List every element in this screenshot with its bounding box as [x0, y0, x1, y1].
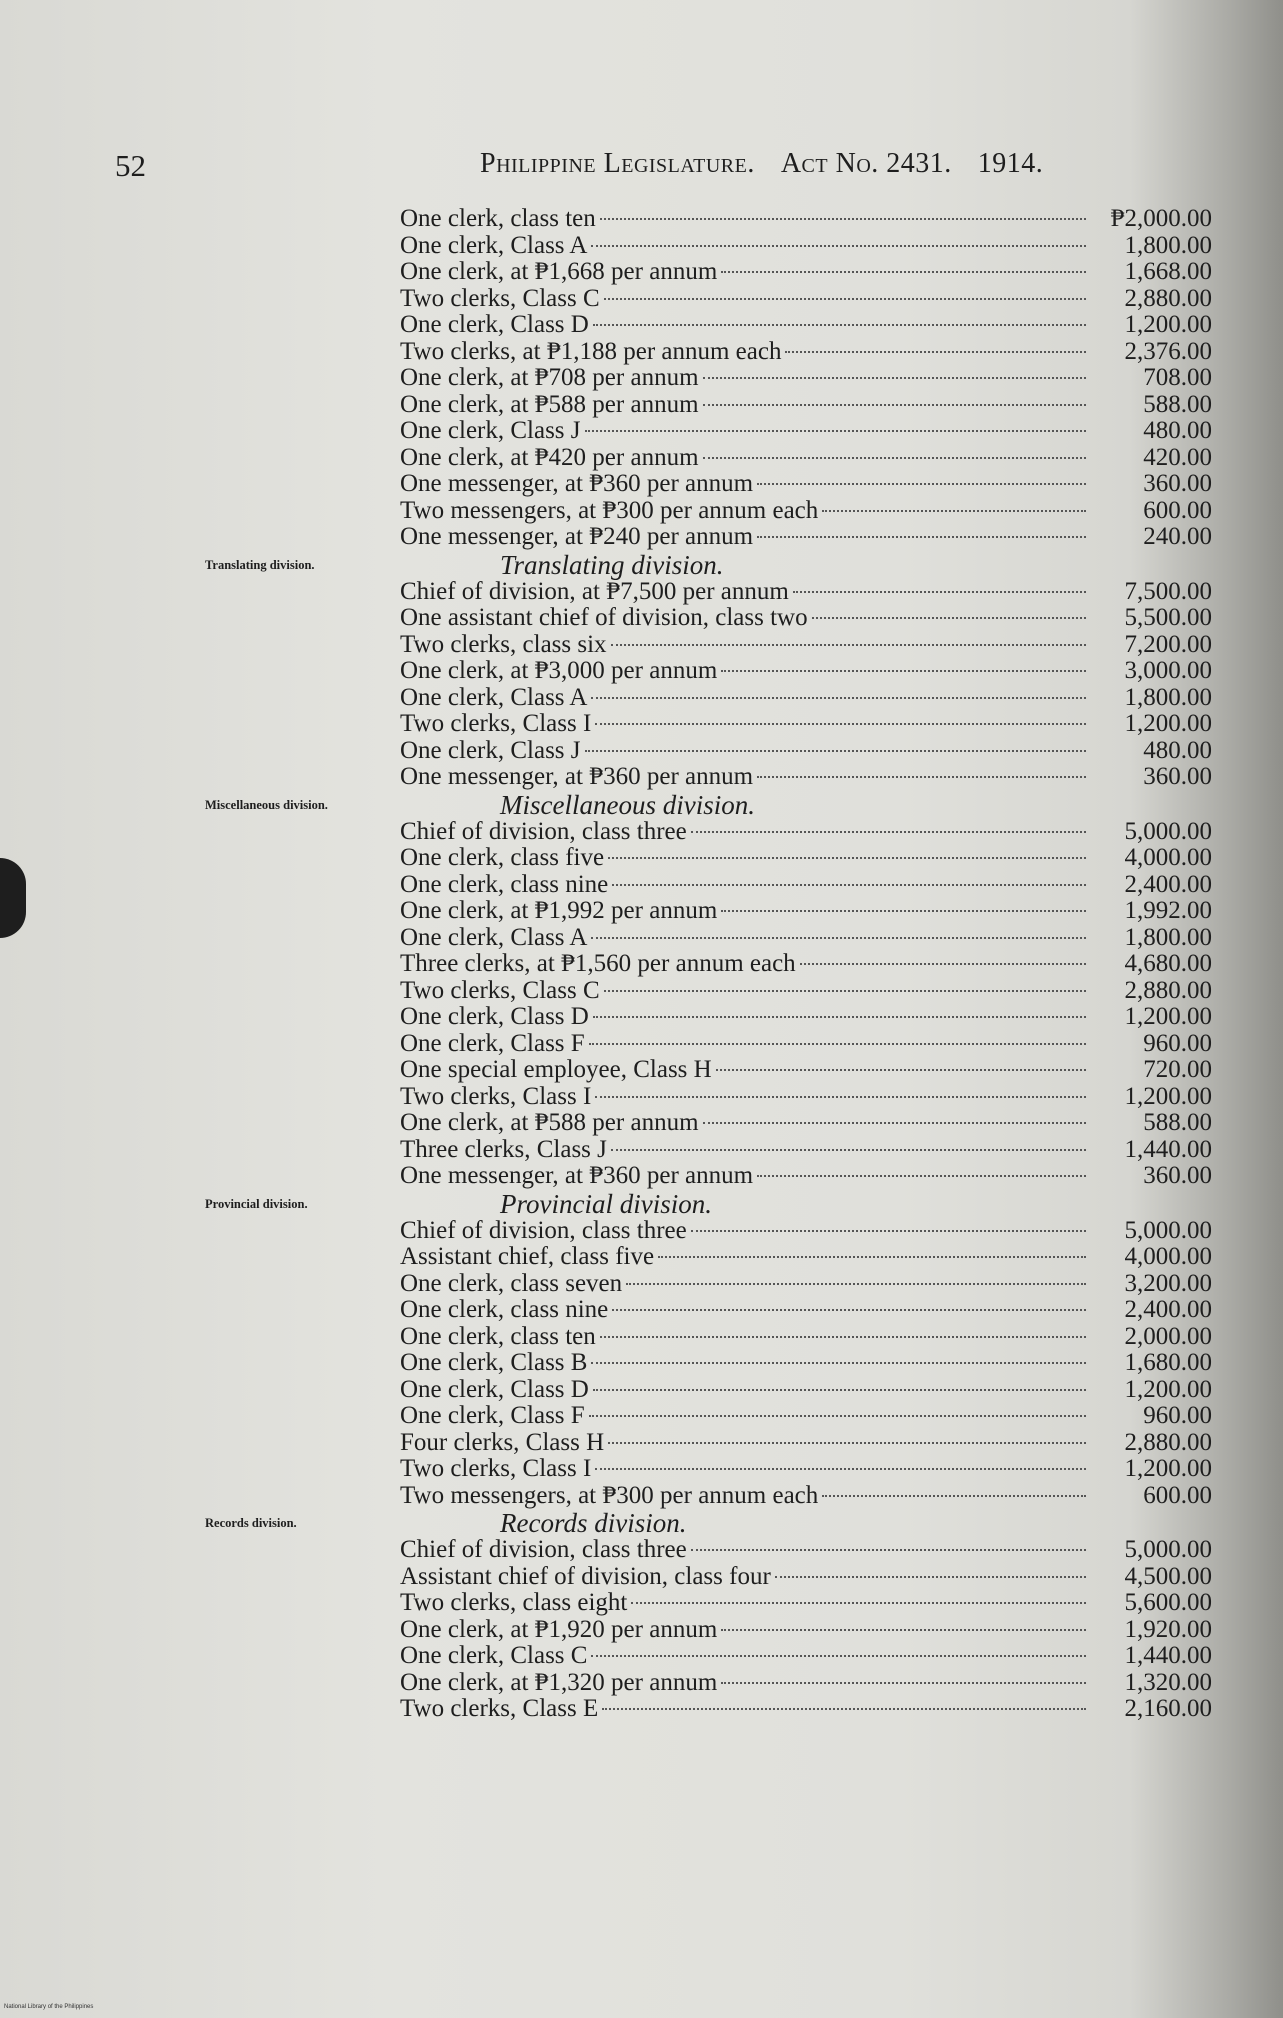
dot-leader — [591, 697, 1086, 699]
line-item — [400, 445, 1212, 472]
line-item-amount: 360.00 — [1143, 763, 1212, 790]
dot-leader — [595, 723, 1086, 725]
line-item-amount: 1,680.00 — [1124, 1349, 1212, 1376]
line-item-amount: 3,000.00 — [1124, 657, 1212, 684]
line-item-label: Assistant chief of division, class four — [400, 1562, 771, 1590]
line-item-amount: 1,800.00 — [1124, 231, 1212, 259]
line-item-amount: 720.00 — [1143, 1056, 1212, 1083]
dot-leader — [812, 617, 1086, 619]
line-item — [400, 1297, 1212, 1324]
line-item — [400, 925, 1212, 952]
line-item-label: One clerk, Class J — [400, 417, 581, 444]
line-item — [400, 1456, 1212, 1483]
line-item-amount: 4,000.00 — [1124, 1243, 1212, 1270]
line-item-amount: 708.00 — [1143, 364, 1212, 391]
line-item-amount: 600.00 — [1143, 496, 1212, 524]
line-item-label: Assistant chief, class five — [400, 1243, 655, 1270]
line-item-label: One clerk, Class J — [400, 736, 581, 764]
dot-leader — [785, 351, 1086, 353]
line-item-amount: 1,440.00 — [1124, 1135, 1212, 1163]
line-item-label: Two clerks, at ₱1,188 per annum each — [400, 337, 782, 365]
line-item-label: Three clerks, Class J — [400, 1135, 607, 1163]
line-item-amount: 480.00 — [1143, 736, 1212, 764]
dot-leader — [604, 990, 1086, 992]
dot-leader — [589, 1415, 1086, 1417]
line-item-amount: 2,880.00 — [1124, 284, 1212, 312]
dot-leader — [703, 1122, 1086, 1124]
dot-leader — [757, 776, 1086, 778]
line-item-label: Chief of division, class three — [400, 1536, 687, 1563]
division-section — [205, 549, 1212, 791]
dot-leader — [691, 831, 1086, 833]
line-item-label: One messenger, at ₱360 per annum — [400, 763, 754, 790]
line-item-label: Two clerks, Class C — [400, 976, 600, 1004]
line-item — [400, 1084, 1212, 1111]
line-item-amount: 1,668.00 — [1124, 258, 1212, 285]
dot-leader — [721, 271, 1086, 273]
line-item-amount: 3,200.00 — [1124, 1269, 1212, 1297]
line-item-amount: 588.00 — [1143, 1109, 1212, 1136]
division-heading — [205, 549, 1212, 580]
dot-leader — [608, 1442, 1086, 1444]
line-item-label: One clerk, Class D — [400, 1375, 589, 1403]
line-item-amount: 4,680.00 — [1124, 950, 1212, 977]
line-item-amount: 960.00 — [1143, 1402, 1212, 1429]
line-item-label: One messenger, at ₱360 per annum — [400, 1162, 754, 1189]
division-title: Provincial division. — [500, 1188, 712, 1219]
dot-leader — [631, 1602, 1086, 1604]
line-item-amount: 1,200.00 — [1124, 1003, 1212, 1030]
dot-leader — [591, 1655, 1086, 1657]
line-item — [400, 738, 1212, 765]
line-item-amount: 2,376.00 — [1124, 337, 1212, 365]
dot-leader — [595, 1096, 1086, 1098]
margin-note: Provincial division. — [205, 1196, 308, 1211]
line-item — [400, 1483, 1212, 1510]
line-item — [400, 498, 1212, 525]
line-item-amount: 5,600.00 — [1124, 1589, 1212, 1616]
line-item — [400, 1031, 1212, 1058]
line-item-amount: 1,800.00 — [1124, 683, 1212, 711]
dot-leader — [591, 937, 1086, 939]
line-item-label: Two clerks, Class I — [400, 710, 592, 737]
line-item-label: One clerk, class ten — [400, 1322, 596, 1350]
line-item-amount: 240.00 — [1143, 523, 1212, 550]
dot-leader — [822, 510, 1086, 512]
line-item — [400, 233, 1212, 260]
scan-credit: National Library of the Philippines — [4, 2004, 94, 2010]
dot-leader — [775, 1576, 1086, 1578]
line-item-amount: 1,440.00 — [1124, 1642, 1212, 1669]
line-item-label: One clerk, Class A — [400, 683, 588, 711]
line-item-label: Chief of division, at ₱7,500 per annum — [400, 577, 789, 605]
dot-leader — [703, 404, 1086, 406]
dot-leader — [595, 1468, 1086, 1470]
line-item-label: Two clerks, class six — [400, 630, 607, 658]
dot-leader — [703, 457, 1086, 459]
line-item-label: One clerk, Class A — [400, 231, 588, 259]
line-item-amount: 1,200.00 — [1124, 311, 1212, 338]
dot-leader — [757, 536, 1086, 538]
line-item-amount: ₱2,000.00 — [1110, 205, 1212, 232]
line-item-label: One messenger, at ₱360 per annum — [400, 470, 754, 497]
division-title: Translating division. — [500, 549, 724, 580]
line-item-label: One clerk, at ₱1,320 per annum — [400, 1668, 718, 1696]
appropriation-list — [205, 205, 1212, 1723]
line-item-amount: 7,500.00 — [1124, 577, 1212, 605]
margin-note: Translating division. — [205, 557, 315, 572]
division-title: Miscellaneous division. — [500, 789, 755, 820]
division-heading — [205, 1188, 1212, 1219]
line-item — [400, 286, 1212, 313]
dot-leader — [608, 857, 1086, 859]
line-item-label: Two clerks, Class C — [400, 284, 600, 312]
line-item-amount: 7,200.00 — [1124, 630, 1212, 658]
line-item-label: One clerk, Class C — [400, 1642, 588, 1669]
line-item-label: Two clerks, Class I — [400, 1082, 592, 1110]
dot-leader — [716, 1069, 1086, 1071]
line-item-label: One clerk, at ₱1,992 per annum — [400, 897, 718, 924]
dot-leader — [793, 591, 1086, 593]
line-item-label: One clerk, at ₱420 per annum — [400, 443, 699, 471]
line-item — [400, 1430, 1212, 1457]
line-item-label: Two messengers, at ₱300 per annum each — [400, 1481, 819, 1509]
line-item-amount: 1,200.00 — [1124, 1455, 1212, 1482]
line-item-amount: 2,880.00 — [1124, 976, 1212, 1004]
line-item-label: One messenger, at ₱240 per annum — [400, 523, 754, 550]
line-item — [400, 1696, 1212, 1723]
line-item-label: One clerk, at ₱588 per annum — [400, 390, 699, 418]
dot-leader — [612, 884, 1086, 886]
division-section — [205, 789, 1212, 1190]
dot-leader — [703, 377, 1086, 379]
dot-leader — [721, 1629, 1086, 1631]
line-item — [400, 418, 1212, 445]
line-item-label: One clerk, Class F — [400, 1029, 585, 1057]
line-item-label: One clerk, at ₱708 per annum — [400, 364, 699, 391]
dot-leader — [593, 324, 1086, 326]
division-section — [205, 1508, 1212, 1723]
line-item-label: One clerk, class ten — [400, 205, 596, 232]
dot-leader — [593, 1016, 1086, 1018]
dot-leader — [721, 910, 1086, 912]
line-item — [400, 605, 1212, 632]
line-item-label: Chief of division, class three — [400, 1216, 687, 1244]
line-item-amount: 480.00 — [1143, 417, 1212, 444]
line-item-amount: 420.00 — [1143, 443, 1212, 471]
line-item — [400, 1350, 1212, 1377]
division-section — [400, 206, 1212, 551]
dot-leader — [626, 1283, 1086, 1285]
dot-leader — [822, 1495, 1086, 1497]
line-item — [400, 1537, 1212, 1564]
line-item-amount: 5,000.00 — [1124, 817, 1212, 845]
line-item — [400, 339, 1212, 366]
division-heading — [205, 1508, 1212, 1538]
line-item-amount: 5,000.00 — [1124, 1216, 1212, 1244]
line-item — [400, 259, 1212, 286]
line-item-label: Four clerks, Class H — [400, 1428, 605, 1456]
header-act-number: Act No. 2431. — [780, 148, 952, 179]
line-item-label: One clerk, Class D — [400, 1003, 589, 1030]
line-item-label: Two clerks, Class I — [400, 1455, 592, 1482]
line-item — [400, 471, 1212, 498]
dot-leader — [757, 1175, 1086, 1177]
dot-leader — [611, 1149, 1086, 1151]
line-item — [400, 392, 1212, 419]
line-item-amount: 360.00 — [1143, 1162, 1212, 1189]
line-item-amount: 4,500.00 — [1124, 1562, 1212, 1590]
line-item-label: One clerk, at ₱3,000 per annum — [400, 657, 718, 684]
line-item-label: One clerk, class nine — [400, 1296, 609, 1323]
dot-leader — [612, 1309, 1086, 1311]
line-item — [400, 365, 1212, 392]
line-item — [400, 1377, 1212, 1404]
line-item — [400, 1670, 1212, 1697]
line-item-label: Two clerks, Class E — [400, 1695, 599, 1722]
running-header — [480, 148, 1043, 180]
dot-leader — [604, 298, 1086, 300]
line-item-label: One assistant chief of division, class two — [400, 604, 808, 631]
division-heading — [205, 789, 1212, 820]
line-item — [400, 1643, 1212, 1670]
dot-leader — [757, 483, 1086, 485]
line-item-amount: 5,500.00 — [1124, 604, 1212, 631]
line-item — [400, 1590, 1212, 1617]
page-number: 52 — [115, 148, 146, 183]
line-item-label: Two messengers, at ₱300 per annum each — [400, 496, 819, 524]
division-title: Records division. — [500, 1508, 687, 1538]
dot-leader — [585, 750, 1086, 752]
line-item — [400, 845, 1212, 872]
dot-leader — [602, 1708, 1086, 1710]
line-item-amount: 2,000.00 — [1124, 1322, 1212, 1350]
dot-leader — [611, 644, 1086, 646]
line-item-amount: 2,880.00 — [1124, 1428, 1212, 1456]
line-item-amount: 1,320.00 — [1124, 1668, 1212, 1696]
dot-leader — [591, 245, 1086, 247]
line-item — [400, 1617, 1212, 1644]
line-item-amount: 2,400.00 — [1124, 870, 1212, 898]
dot-leader — [591, 1362, 1086, 1364]
line-item — [400, 1244, 1212, 1271]
line-item — [400, 898, 1212, 925]
line-item-label: One clerk, class nine — [400, 870, 609, 898]
line-item — [400, 711, 1212, 738]
line-item — [400, 579, 1212, 606]
line-item-label: One clerk, at ₱1,668 per annum — [400, 258, 718, 285]
line-item — [400, 819, 1212, 846]
dot-leader — [721, 1682, 1086, 1684]
thumb-shadow — [0, 858, 26, 938]
line-item — [400, 658, 1212, 685]
line-item — [400, 951, 1212, 978]
line-item-amount: 588.00 — [1143, 390, 1212, 418]
line-item-amount: 1,200.00 — [1124, 1082, 1212, 1110]
line-item-amount: 2,400.00 — [1124, 1296, 1212, 1323]
line-item — [400, 524, 1212, 551]
line-item-label: Three clerks, at ₱1,560 per annum each — [400, 950, 796, 977]
line-item — [400, 1218, 1212, 1245]
line-item-amount: 360.00 — [1143, 470, 1212, 497]
dot-leader — [721, 670, 1086, 672]
line-item-amount: 600.00 — [1143, 1481, 1212, 1509]
line-item — [400, 764, 1212, 791]
line-item-amount: 5,000.00 — [1124, 1536, 1212, 1563]
line-item-label: One clerk, Class F — [400, 1402, 585, 1429]
dot-leader — [600, 218, 1086, 220]
line-item — [400, 685, 1212, 712]
line-item — [400, 1137, 1212, 1164]
line-item-label: One clerk, Class B — [400, 1349, 588, 1376]
line-item — [400, 1403, 1212, 1430]
line-item-amount: 1,200.00 — [1124, 1375, 1212, 1403]
line-item — [400, 1564, 1212, 1591]
line-item-label: One clerk, at ₱588 per annum — [400, 1109, 699, 1136]
line-item-label: One clerk, class five — [400, 844, 605, 871]
header-year: 1914. — [977, 148, 1044, 179]
line-item — [400, 1271, 1212, 1298]
line-item-label: One clerk, Class D — [400, 311, 589, 338]
margin-note: Records division. — [205, 1516, 297, 1530]
line-item-amount: 2,160.00 — [1124, 1695, 1212, 1722]
dot-leader — [600, 1336, 1086, 1338]
header-title: Philippine Legislature. — [480, 148, 755, 179]
line-item — [400, 1057, 1212, 1084]
line-item — [400, 1324, 1212, 1351]
line-item-amount: 1,200.00 — [1124, 710, 1212, 737]
line-item-amount: 1,992.00 — [1124, 897, 1212, 924]
margin-note: Miscellaneous division. — [205, 797, 328, 812]
line-item-label: One clerk, Class A — [400, 923, 588, 951]
line-item — [400, 632, 1212, 659]
dot-leader — [658, 1256, 1086, 1258]
line-item-label: One special employee, Class H — [400, 1056, 712, 1083]
line-item — [400, 1110, 1212, 1137]
division-section — [205, 1188, 1212, 1510]
dot-leader — [800, 963, 1086, 965]
line-item-amount: 1,800.00 — [1124, 923, 1212, 951]
line-item — [400, 206, 1212, 233]
line-item — [400, 1004, 1212, 1031]
line-item-label: Two clerks, class eight — [400, 1589, 628, 1616]
line-item-label: Chief of division, class three — [400, 817, 687, 845]
line-item-amount: 1,920.00 — [1124, 1615, 1212, 1643]
dot-leader — [593, 1389, 1086, 1391]
line-item-label: One clerk, at ₱1,920 per annum — [400, 1615, 718, 1643]
line-item-label: One clerk, class seven — [400, 1269, 623, 1297]
dot-leader — [585, 430, 1086, 432]
line-item — [400, 1163, 1212, 1190]
dot-leader — [589, 1043, 1086, 1045]
line-item — [400, 312, 1212, 339]
line-item — [400, 872, 1212, 899]
dot-leader — [691, 1549, 1086, 1551]
line-item-amount: 960.00 — [1143, 1029, 1212, 1057]
line-item-amount: 4,000.00 — [1124, 844, 1212, 871]
line-item — [400, 978, 1212, 1005]
dot-leader — [691, 1230, 1086, 1232]
